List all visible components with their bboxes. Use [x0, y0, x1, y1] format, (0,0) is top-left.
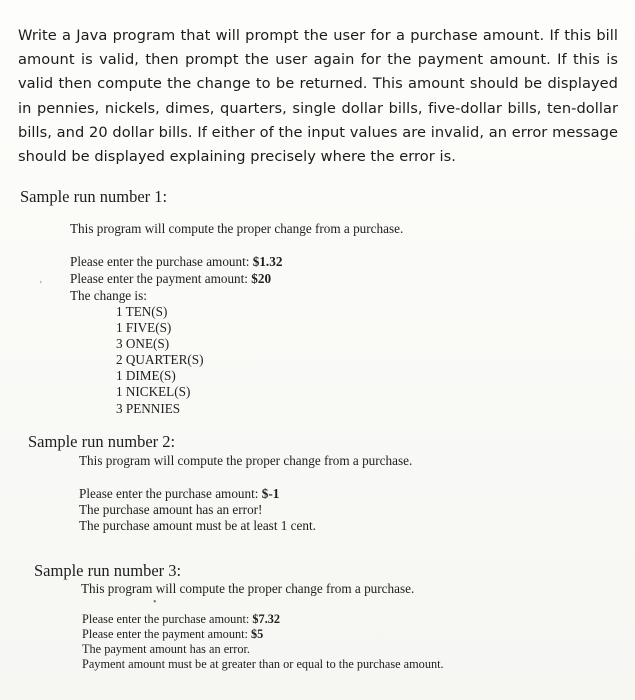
purchase-value: $-1 [261, 486, 280, 501]
purchase-prompt: Please enter the purchase amount: [82, 612, 253, 626]
sample-run-1-heading: Sample run number 1: [20, 187, 168, 206]
payment-prompt: Please enter the payment amount: [82, 627, 252, 641]
sample-run-3-banner: This program will compute the proper change from a purchase. [81, 581, 415, 596]
sample-run-1-payment-line [70, 270, 271, 287]
change-item: 1 NICKEL(S) [116, 384, 191, 399]
payment-prompt: Please enter the payment amount: [70, 271, 252, 286]
change-item: 1 DIME(S) [116, 368, 176, 383]
error-line: The payment amount has an error. [82, 642, 251, 656]
assignment-description: Write a Java program that will prompt the user for a purchase amount. If this bill amount is valid, then prompt the user again for the payment amount. If this is valid then compute the change to be returned. This amount should be displayed in pennies, nickels, dimes, quarters, single dollar bills, five-dollar bills, ten-dollar bills, and 20 dollar bills. If either of the input values are invalid, an error message should be displayed explaining precisely where the error is. [18, 27, 618, 166]
error-line: The purchase amount has an error! [79, 502, 263, 517]
sample-run-3-heading: Sample run number 3: [34, 561, 182, 580]
purchase-value: $1.32 [252, 254, 283, 269]
change-item: 3 ONE(S) [116, 336, 170, 351]
sample-run-3-purchase-line [82, 612, 280, 628]
sample-run-2-banner: This program will compute the proper change from a purchase. [79, 453, 413, 468]
purchase-value: $7.32 [252, 612, 281, 626]
change-item: 1 FIVE(S) [116, 320, 172, 335]
change-item: 2 QUARTER(S) [116, 352, 204, 367]
purchase-prompt: Please enter the purchase amount: [70, 254, 253, 269]
stray-mark: ' [40, 280, 42, 291]
error-line: The purchase amount must be at least 1 cent. [79, 518, 316, 533]
sample-run-3-payment-line [82, 627, 263, 643]
error-line: Payment amount must be at greater than or equal to the purchase amount. [82, 657, 444, 671]
change-item: 3 PENNIES [116, 401, 181, 416]
sample-run-1-purchase-line [70, 253, 282, 270]
sample-run-1-banner: This program will compute the proper change from a purchase. [70, 221, 404, 236]
payment-value: $20 [251, 271, 272, 286]
payment-value: $5 [251, 627, 264, 641]
sample-run-2-heading: Sample run number 2: [28, 432, 176, 451]
sample-run-2-purchase-line [79, 485, 279, 502]
stray-mark: • [153, 597, 157, 608]
change-item: 1 TEN(S) [116, 304, 168, 319]
purchase-prompt: Please enter the purchase amount: [79, 486, 262, 501]
change-label: The change is: [70, 288, 147, 303]
